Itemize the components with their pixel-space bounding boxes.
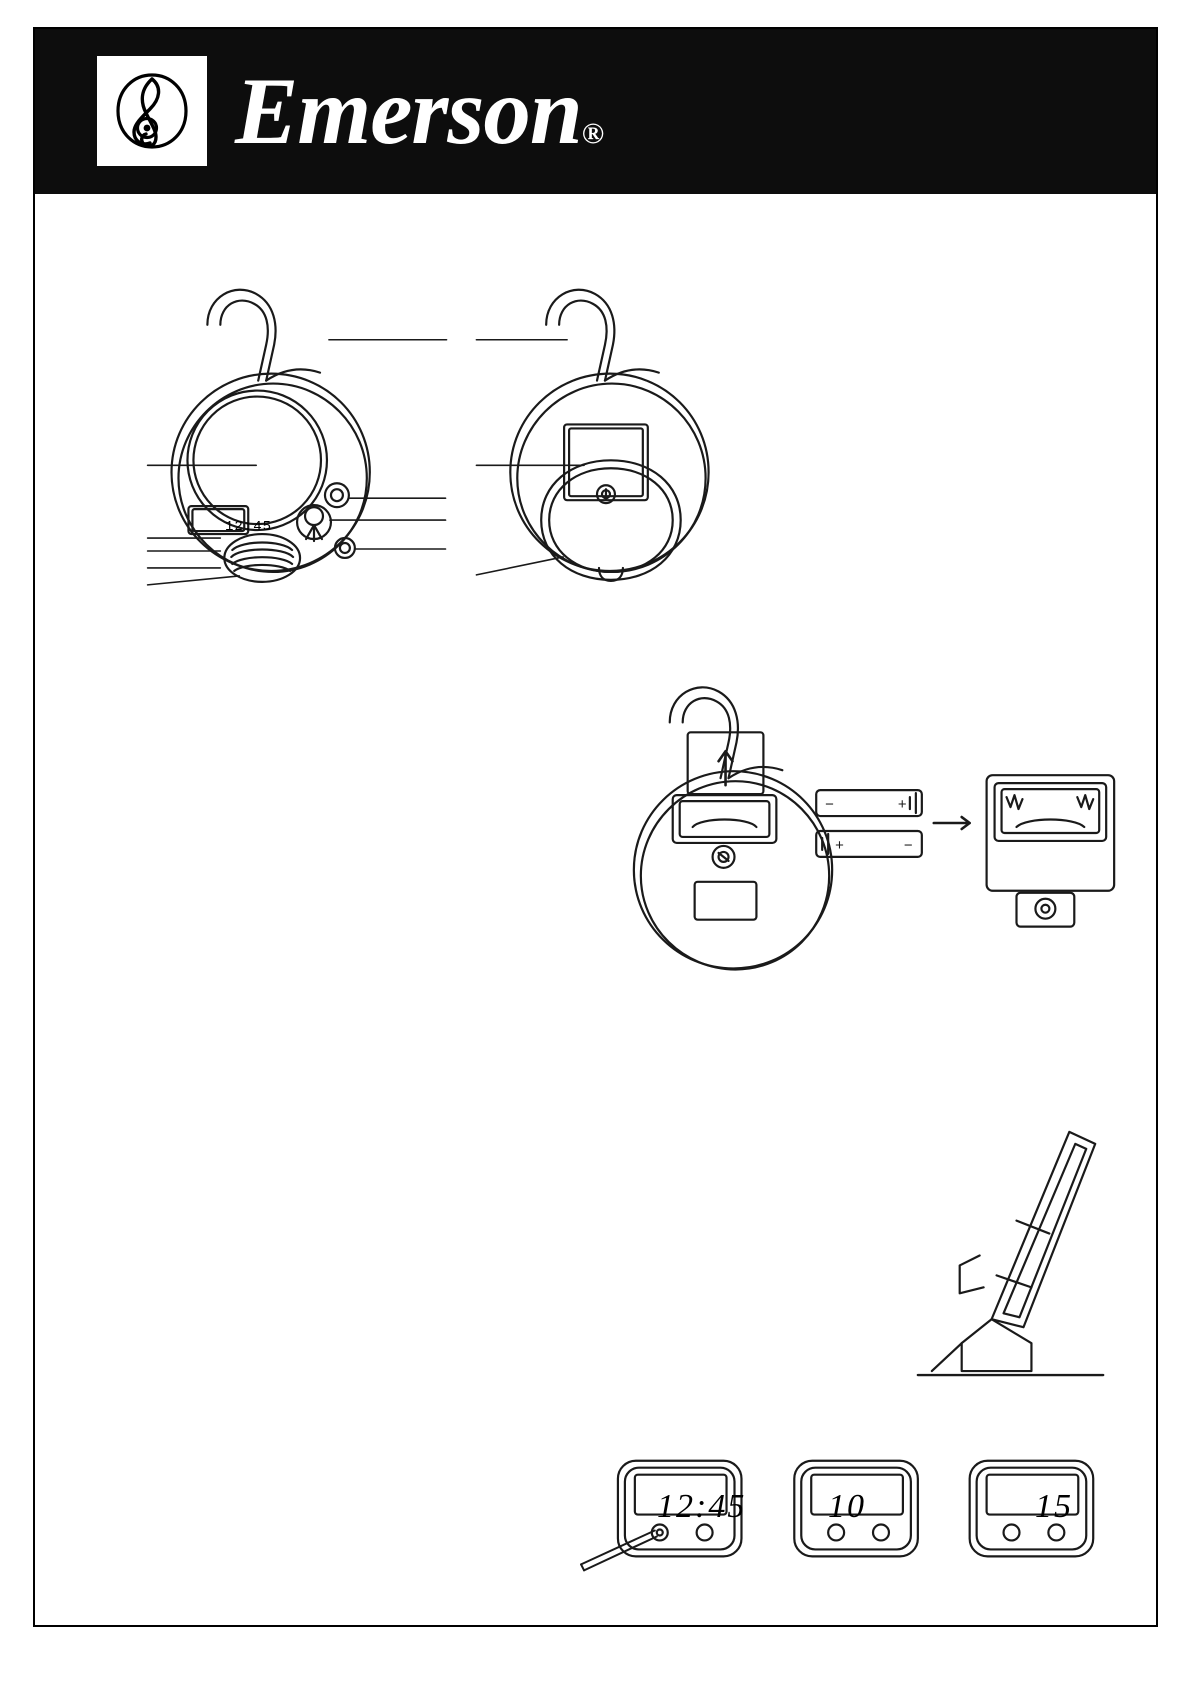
display-minute	[970, 1461, 1094, 1557]
back-view-diagram	[510, 290, 708, 581]
back-view-callout-lines	[476, 340, 584, 575]
brand-name: Emerson	[235, 58, 582, 164]
display-minute-value: 15	[1035, 1488, 1073, 1525]
treble-clef-icon	[97, 56, 207, 166]
svg-text:+: +	[835, 836, 844, 854]
display-hour-value: 10	[828, 1488, 866, 1525]
display-time-value: 12:45	[657, 1488, 747, 1525]
svg-text:−: −	[903, 836, 913, 854]
manual-page	[33, 27, 1158, 1627]
front-lcd-value: 12:45	[225, 519, 273, 535]
battery-installation-diagram	[634, 687, 1114, 976]
front-view-diagram	[172, 290, 370, 582]
svg-text:−: −	[825, 796, 834, 814]
side-stand-diagram	[918, 1132, 1103, 1375]
diagram-artwork	[35, 29, 1156, 1625]
svg-text:+: +	[897, 796, 907, 814]
front-view-callout-lines	[148, 340, 447, 585]
battery-cells	[816, 790, 922, 857]
brand-wordmark	[235, 57, 603, 188]
registered-mark: ®	[581, 117, 604, 150]
